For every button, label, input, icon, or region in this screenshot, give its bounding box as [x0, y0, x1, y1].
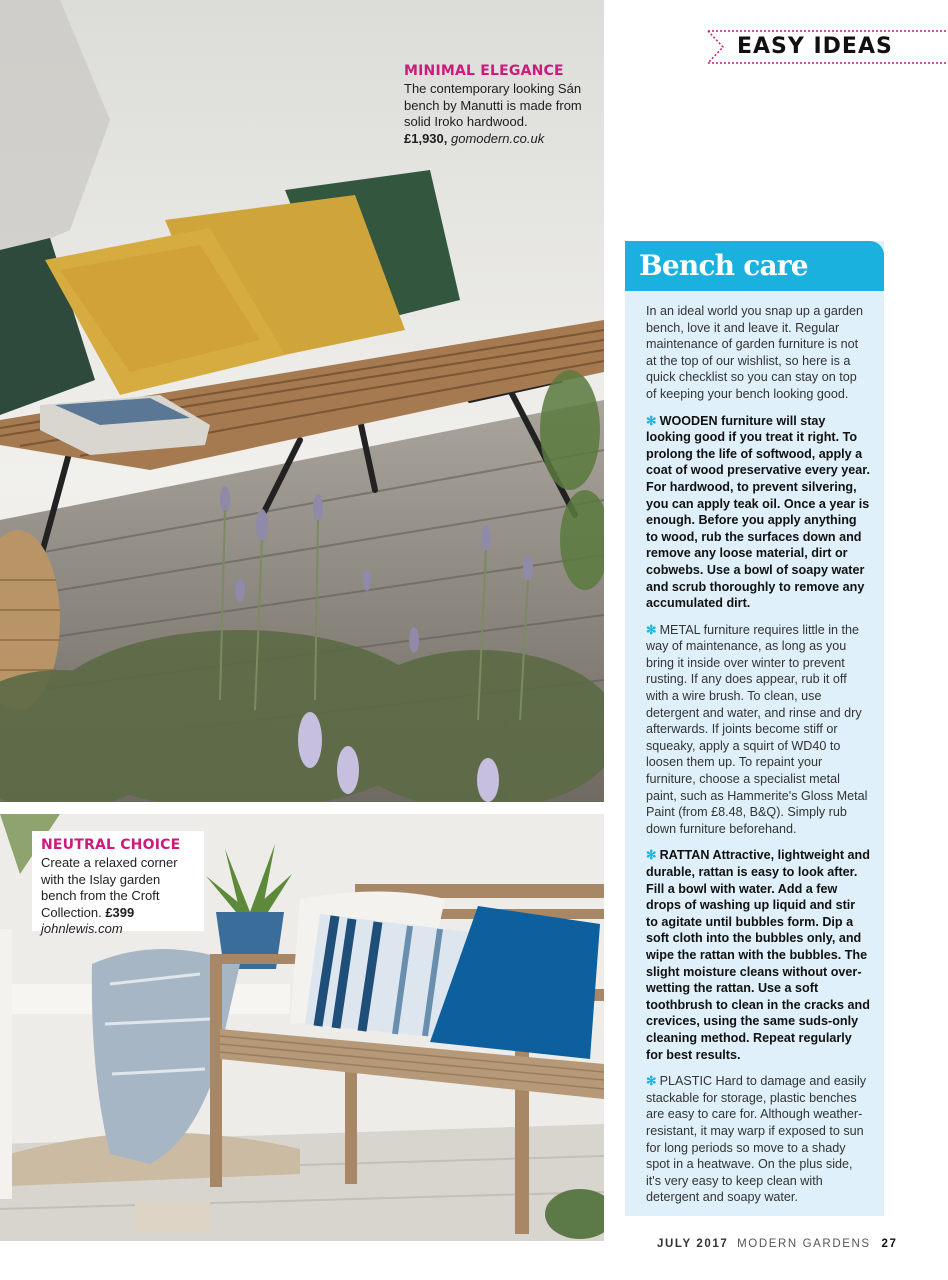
caption-description: The contemporary looking Sán bench by Manutti is made from solid Iroko hardwood.: [404, 81, 582, 129]
care-item-plastic: [646, 1073, 870, 1206]
caption-text: [404, 81, 594, 147]
caption-minimal-elegance: [404, 63, 594, 147]
caption-url[interactable]: gomodern.co.uk: [451, 130, 545, 146]
caption-description: Create a relaxed corner with the Islay garden bench from the Croft Collection.: [41, 855, 178, 920]
snowflake-icon: ✻: [646, 413, 657, 428]
magazine-name: MODERN GARDENS: [737, 1238, 871, 1250]
caption-price: £1,930,: [404, 130, 448, 146]
bench-care-title: Bench care: [639, 249, 808, 282]
caption-heading: NEUTRAL CHOICE: [41, 837, 181, 853]
page-number: 27: [881, 1238, 898, 1250]
caption-price: £399: [105, 904, 135, 920]
bench-care-header: [625, 241, 884, 291]
care-item-text: RATTAN Attractive, lightweight and durable, rattan is easy to look after. Fill a bowl with water. Add a few drops of washing up liquid and stir to agitate until bubbles form. Dip a soft cloth into the bubbles only, and wipe the rattan with the bubbles. The slight moisture cleans without over-wetting the rattan. Use a soft toothbrush to clean in the cracks and crevices, using the same suds-only cleaning method. Repeat regularly for best results.: [646, 848, 870, 1062]
care-item-text: METAL furniture requires little in the way of maintenance, as long as you bring it inside over winter to prevent rusting. If any does appear, rub it off with a wire brush. To clean, use detergent and water, and rinse and dry afterwards. If joints become stiff or squeaky, apply a squirt of WD40 to loosen them up. To repaint your furniture, choose a specialist metal paint, such as Hammerite's Gloss Metal Paint (from £8.48, B&Q). Simply rub down furniture beforehand.: [646, 622, 868, 836]
caption-text: [41, 855, 196, 938]
care-item-rattan: [646, 847, 870, 1063]
care-item-text: WOODEN furniture will stay looking good if you treat it right. To prolong the life of softwood, apply a coat of wood preservative every year. For hardwood, to prevent silvering, you can apply teak oil. Once a year is enough. Before you apply anything to wood, rub the surfaces down and remove any loose material, dirt or cobwebs. Use a bowl of soapy water and scrub thoroughly to remove any accumulated dirt.: [646, 413, 870, 611]
section-banner: [707, 30, 947, 64]
care-item-text: PLASTIC Hard to damage and easily stackable for storage, plastic benches are easy to care for. Although weather-resistant, it may warp if exposed to sun for long periods so move to a shady spot in a heatwave. On the plus side, it's very easy to keep clean with detergent and soapy water.: [646, 1074, 867, 1205]
caption-heading: MINIMAL ELEGANCE: [404, 63, 564, 79]
page-footer: [657, 1238, 898, 1254]
snowflake-icon: ✻: [646, 848, 657, 863]
caption-neutral-choice: [32, 831, 204, 936]
section-banner-label: EASY IDEAS: [737, 34, 893, 59]
bench-care-body: [646, 303, 870, 1216]
caption-url[interactable]: johnlewis.com: [41, 921, 123, 936]
bench-care-panel: [625, 241, 884, 1216]
bench-care-intro: In an ideal world you snap up a garden bench, love it and leave it. Regular maintenance of garden furniture is not at the top of our wishlist, so here is a quick checklist so you can stay on top of keeping your bench looking good.: [646, 304, 864, 401]
care-item-metal: [646, 622, 870, 838]
snowflake-icon: ✻: [646, 1074, 657, 1089]
issue-date: JULY 2017: [657, 1238, 729, 1250]
care-item-wooden: [646, 413, 870, 612]
snowflake-icon: ✻: [646, 622, 657, 637]
